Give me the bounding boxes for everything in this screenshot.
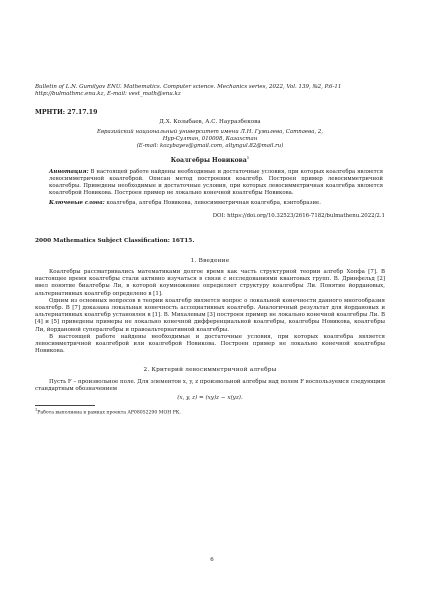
mrnti-code: МРНТИ: 27.17.19	[35, 109, 98, 117]
abstract	[35, 169, 385, 197]
title-footnote-mark: 1	[246, 154, 250, 160]
keywords	[35, 200, 385, 207]
abstract-text: В настоящей работе найдены необходимые и достаточные условия, при которых коалгебра является левосимметричной коалгеброй. Описан метод построения коалгебр. Построен пример левосимметричной коалгебры. Приведены необходимые и достаточные условия, при которых левосимметричная коалгебра является коалгеброй Новикова. Построен пример не локально конечной коалгебры Новикова.	[49, 169, 383, 197]
paper-title	[35, 154, 385, 164]
abstract-label: Аннотация:	[49, 169, 89, 176]
footnote-text: Работа выполнена в рамках проекта AP08052290 МОН РК.	[37, 410, 181, 416]
section-2-heading: 2. Критерий левосимметричной алгебры	[143, 367, 277, 374]
affiliation-line-2: Нур-Султан, 010008, Казахстан	[162, 135, 258, 142]
intro-paragraph-1: Коалгебры рассматривались математиками долгое время как часть структурной теории алгебр Хопфа [7]. В настоящее время коалгебры стали активно изучаться в связи с исследованиями квантовых групп. В. Дринфельд [2] ввел понятие биалгебры Ли, в которой коумножение определяет структуру коалгебры Ли. Понятие йордановых, альтернативных коалгебр определено в [1].	[35, 268, 385, 297]
msc-classification: 2000 Mathematics Subject Classification: 16T15.	[35, 238, 195, 245]
keywords-label: Ключевые слова:	[49, 200, 105, 207]
footnote	[35, 407, 385, 417]
intro-paragraph-2: Одним из основных вопросов в теории коалгебр является вопрос о локальной конечности данного многообразия коалгебр. В [7] доказана локальная конечность ассоциативных коалгебр. Аналогичный результат для йордановых и альтернативных коалгебр установлен в [1]. В. Михалевым [3] построен пример не локально конечной коалгебры Ли. В [4] и [5] приведены примеры не локально конечной дифференциальной коалгебры, коалгебры Новикова, коалгебры Ли, йордановой супералгебры и правоальтернативной коалгебры.	[35, 297, 385, 333]
journal-web-email: http://bulmathmc.enu.kz, E-mail: vest_math@enu.kz	[35, 91, 181, 98]
page-number: 6	[210, 557, 214, 563]
section-1-heading: 1. Введение	[190, 257, 230, 264]
intro-paragraph-3: В настоящей работе найдены необходимые и достаточные условия, при которых коалгебра является левосимметричной коалгеброй или коалгеброй Новикова. Построен пример не локально конечной коалгебры Новикова.	[35, 333, 385, 355]
journal-citation: Bulletin of L.N. Gumilyov ENU. Mathematics. Computer science. Mechanics series, 2022, Vol. 139, №2, P.6-11	[35, 84, 342, 90]
author-list: Д.Х. Козыбаев, А.С. Науразбекова	[159, 119, 261, 126]
paper-title-text: Коалгебры Новикова	[170, 156, 247, 164]
doi-link[interactable]: DOI: https://doi.org/10.32523/2616-7182/bulmathenu.2022/2.1	[212, 213, 385, 220]
section-2-paragraph: Пусть F – произвольное поле. Для элементов x, y, z произвольной алгебры над полем F воспользуемся следующим стандартным обозначением	[35, 378, 385, 392]
keywords-text: коалгебра, алгебра Новикова, левосимметричная коалгебра, кэнтобразие.	[106, 200, 321, 207]
journal-header	[35, 84, 385, 98]
affiliation-line-1: Евразийский национальный университет имени Л.Н. Гумилева, Сатпаева, 2,	[96, 128, 324, 135]
footnote-mark: 1	[35, 408, 38, 413]
footnote-rule	[35, 405, 95, 406]
affiliation	[35, 129, 385, 150]
affiliation-line-3: (E-mail: kozybayev@gmail.com, altyngul.82@mail.ru)	[136, 142, 284, 149]
associator-formula: (x, y, z) = (xy)z − x(yz).	[177, 395, 243, 402]
